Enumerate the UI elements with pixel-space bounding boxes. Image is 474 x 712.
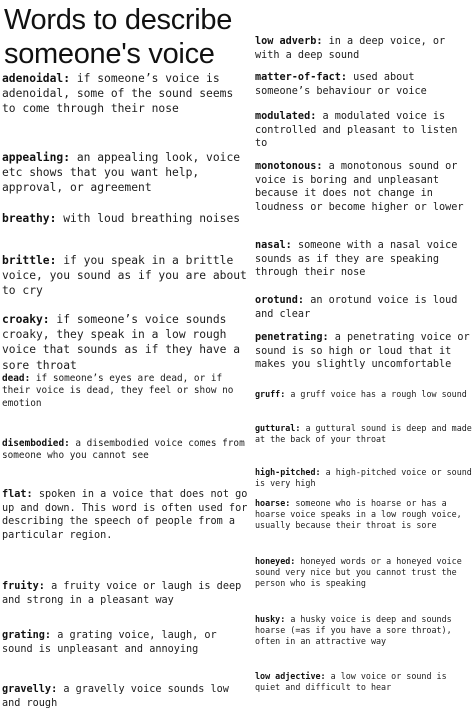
entry-term: hoarse: bbox=[255, 498, 291, 508]
entry-orotund bbox=[255, 294, 474, 321]
entry-definition: used about someone’s behaviour or voice bbox=[255, 72, 427, 97]
entry-guttural bbox=[255, 423, 474, 445]
entry-flat bbox=[2, 488, 252, 542]
entry-term: brittle: bbox=[2, 254, 57, 267]
entry-definition: a guttural sound is deep and made at the back of your throat bbox=[255, 423, 472, 445]
entry-term: orotund: bbox=[255, 295, 305, 306]
entry-nasal bbox=[255, 239, 474, 280]
entry-high-pitched bbox=[255, 467, 474, 489]
entry-low-adverb bbox=[255, 35, 474, 62]
entry-term: low adverb: bbox=[255, 36, 323, 47]
entry-term: husky: bbox=[255, 614, 286, 624]
entry-term: grating: bbox=[2, 630, 52, 641]
entry-breathy bbox=[2, 211, 252, 226]
entry-definition: a high-pitched voice or sound is very high bbox=[255, 467, 472, 489]
entry-definition: a grating voice, laugh, or sound is unpleasant and annoying bbox=[2, 630, 217, 655]
entry-term: modulated: bbox=[255, 111, 317, 122]
entry-matter-of-fact bbox=[255, 71, 474, 98]
entry-definition: a low voice or sound is quiet and difficult to hear bbox=[255, 671, 447, 693]
entry-definition: with loud breathing noises bbox=[63, 212, 241, 225]
entry-hoarse bbox=[255, 498, 474, 532]
entry-term: flat: bbox=[2, 489, 33, 500]
entry-modulated bbox=[255, 110, 474, 151]
entry-definition: if someone’s voice is adenoidal, some of the sound seems to come through their nose bbox=[2, 72, 234, 116]
entry-definition: a disembodied voice comes from someone who you cannot see bbox=[2, 438, 245, 462]
entry-disembodied bbox=[2, 438, 252, 463]
entry-term: dead: bbox=[2, 373, 31, 384]
entry-gruff bbox=[255, 389, 474, 400]
entry-definition: if someone’s eyes are dead, or if their voice is dead, they feel or show no emotion bbox=[2, 373, 234, 409]
entry-fruity bbox=[2, 580, 252, 607]
entry-definition: in a deep voice, or with a deep sound bbox=[255, 36, 446, 61]
entry-term: breathy: bbox=[2, 212, 57, 225]
entry-appealing bbox=[2, 150, 252, 196]
entry-definition: someone with a nasal voice sounds as if they are speaking through their nose bbox=[255, 240, 458, 279]
entry-gravelly bbox=[2, 683, 252, 710]
entry-term: appealing: bbox=[2, 151, 71, 164]
entry-grating bbox=[2, 629, 252, 656]
entry-definition: honeyed words or a honeyed voice sound very nice but you cannot trust the person who is speaking bbox=[255, 556, 462, 589]
entry-husky bbox=[255, 614, 474, 648]
entry-definition: a penetrating voice or sound is so high or loud that it makes you slightly uncomfortable bbox=[255, 332, 470, 371]
page-title: Words to describe someone's voice bbox=[4, 4, 233, 70]
entry-term: honeyed: bbox=[255, 556, 296, 566]
entry-term: gravelly: bbox=[2, 684, 58, 695]
entry-term: monotonous: bbox=[255, 161, 323, 172]
entry-definition: a gravelly voice sounds low and rough bbox=[2, 684, 229, 709]
entry-term: penetrating: bbox=[255, 332, 329, 343]
entry-monotonous bbox=[255, 160, 474, 214]
entry-definition: an orotund voice is loud and clear bbox=[255, 295, 458, 320]
entry-dead bbox=[2, 373, 252, 410]
entry-term: high-pitched: bbox=[255, 467, 321, 477]
entry-definition: a monotonous sound or voice is boring and unpleasant because it does not change in loudness or become higher or lower bbox=[255, 161, 464, 213]
entry-term: adenoidal: bbox=[2, 72, 71, 85]
entry-term: fruity: bbox=[2, 581, 45, 592]
entry-definition: a husky voice is deep and sounds hoarse (=as if you have a sore throat), often in an attractive way bbox=[255, 614, 452, 647]
entry-penetrating bbox=[255, 331, 474, 372]
entry-definition: if someone’s voice sounds croaky, they speak in a low rough voice that sounds as if they have a sore throat bbox=[2, 313, 241, 372]
entry-definition: an appealing look, voice etc shows that you want help, approval, or agreement bbox=[2, 151, 241, 195]
entry-croaky bbox=[2, 312, 252, 373]
entry-adenoidal bbox=[2, 71, 252, 117]
entry-term: nasal: bbox=[255, 240, 292, 251]
entry-term: croaky: bbox=[2, 313, 50, 326]
entry-definition: a gruff voice has a rough low sound bbox=[290, 389, 467, 399]
entry-low-adjective bbox=[255, 671, 474, 693]
entry-term: gruff: bbox=[255, 389, 286, 399]
entry-definition: a fruity voice or laugh is deep and strong in a pleasant way bbox=[2, 581, 242, 606]
entry-term: matter-of-fact: bbox=[255, 72, 348, 83]
entry-definition: someone who is hoarse or has a hoarse voice speaks in a low rough voice, usually because their throat is sore bbox=[255, 498, 462, 531]
entry-definition: spoken in a voice that does not go up and down. This word is often used for describing the speech of people from a particular region. bbox=[2, 489, 248, 541]
entry-term: low adjective: bbox=[255, 671, 326, 681]
entry-honeyed bbox=[255, 556, 474, 590]
entry-definition: a modulated voice is controlled and pleasant to listen to bbox=[255, 111, 458, 150]
entry-definition: if you speak in a brittle voice, you sound as if you are about to cry bbox=[2, 254, 247, 298]
entry-term: disembodied: bbox=[2, 438, 70, 449]
entry-brittle bbox=[2, 253, 252, 299]
entry-term: guttural: bbox=[255, 423, 301, 433]
